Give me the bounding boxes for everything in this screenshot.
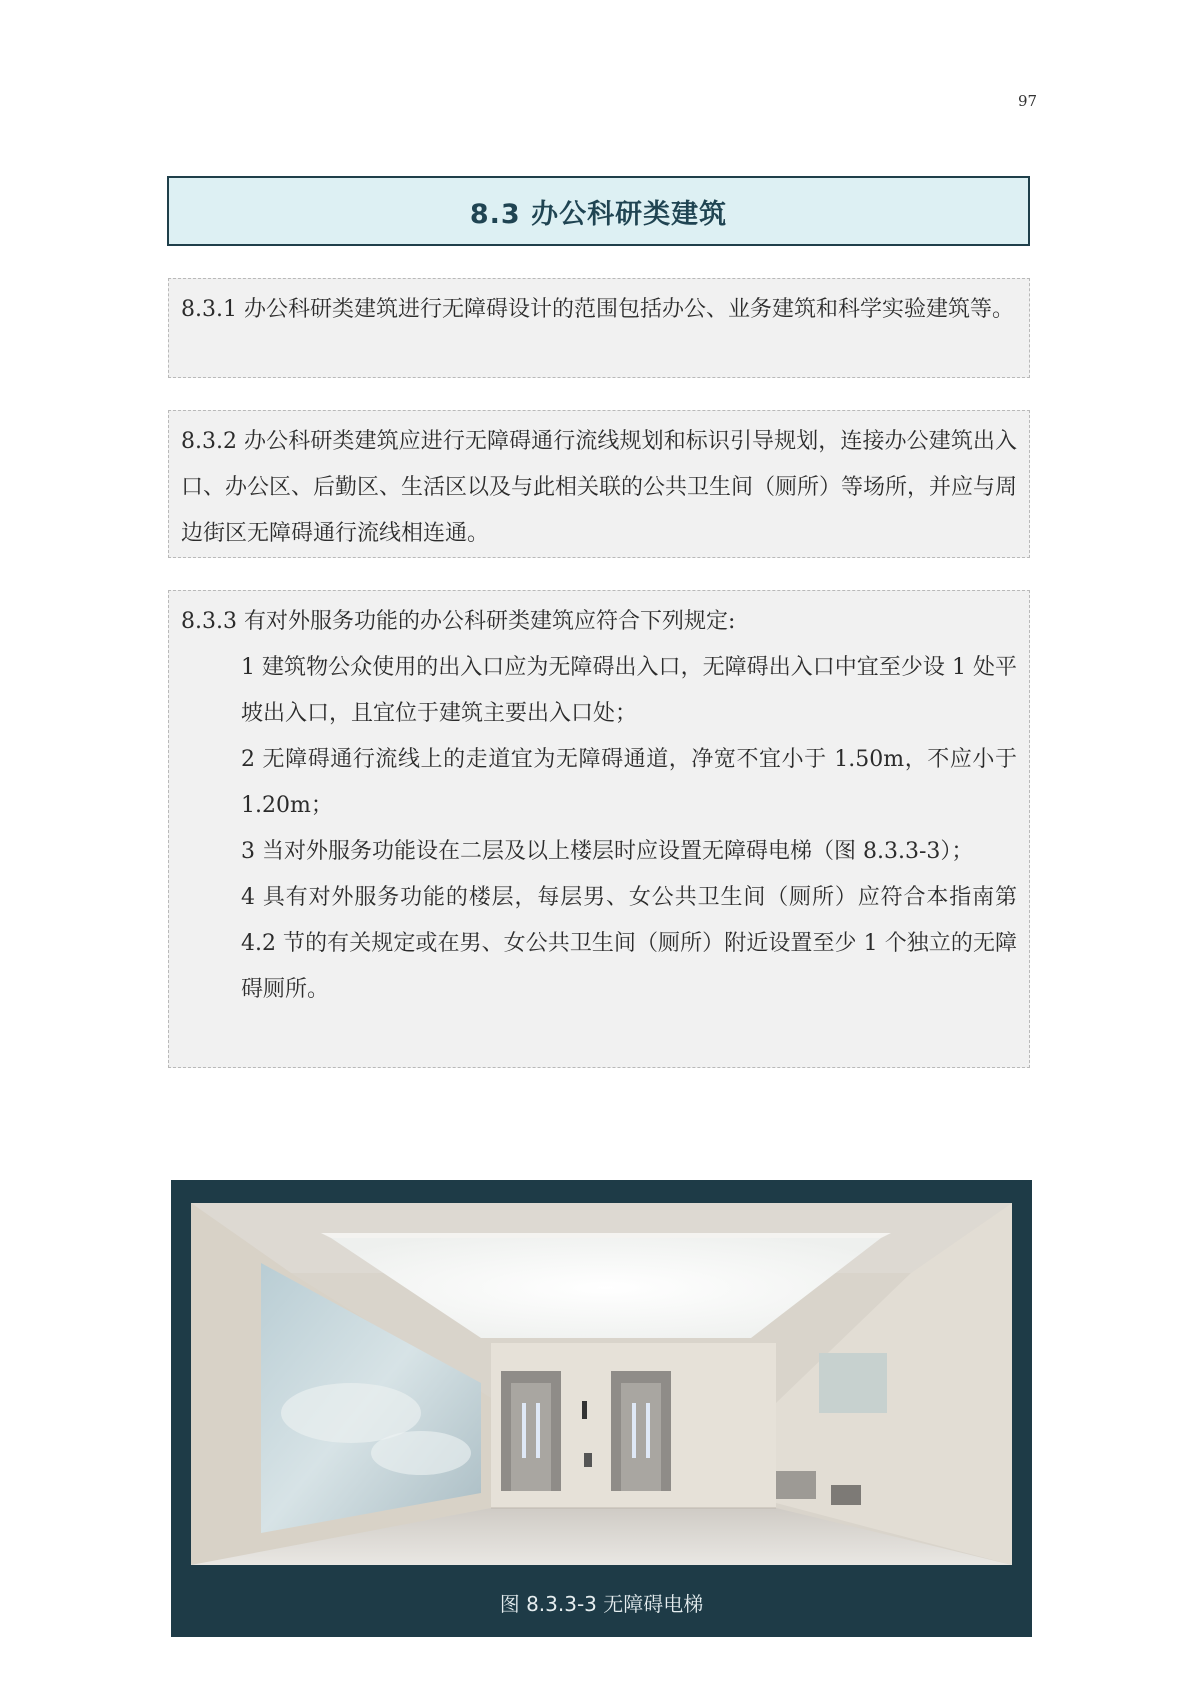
section-title: 8.3 办公科研类建筑 [469,198,728,230]
elevator-lobby-photo [191,1203,1012,1565]
figure [171,1180,1032,1637]
clause-item: 2 无障碍通行流线上的走道宜为无障碍通道，净宽不宜小于 1.50m，不应小于 1.20m； [241,747,1017,818]
clause-text: 8.3.1 办公科研类建筑进行无障碍设计的范围包括办公、业务建筑和科学实验建筑等。 [181,297,1014,322]
clause-8-3-3 [168,590,1030,1068]
clause-8-3-1 [168,278,1030,378]
clause-text: 8.3.2 办公科研类建筑应进行无障碍通行流线规划和标识引导规划，连接办公建筑出入口、办公区、后勤区、生活区以及与此相关联的公共卫生间（厕所）等场所，并应与周边街区无障碍通行流线相连通。 [181,429,1018,546]
figure-caption: 图 8.3.3-3 无障碍电梯 [499,1591,704,1616]
section-header [167,176,1030,246]
clause-intro: 8.3.3 有对外服务功能的办公科研类建筑应符合下列规定: [181,609,736,634]
page-number: 97 [1018,92,1038,110]
clause-item: 1 建筑物公众使用的出入口应为无障碍出入口，无障碍出入口中宜至少设 1 处平坡出入口，且宜位于建筑主要出入口处； [241,655,1017,726]
clause-8-3-2 [168,410,1030,558]
clause-item: 4 具有对外服务功能的楼层，每层男、女公共卫生间（厕所）应符合本指南第 4.2 节的有关规定或在男、女公共卫生间（厕所）附近设置至少 1 个独立的无障碍厕所。 [241,885,1017,1002]
clause-item: 3 当对外服务功能设在二层及以上楼层时应设置无障碍电梯（图 8.3.3-3）； [241,839,974,864]
